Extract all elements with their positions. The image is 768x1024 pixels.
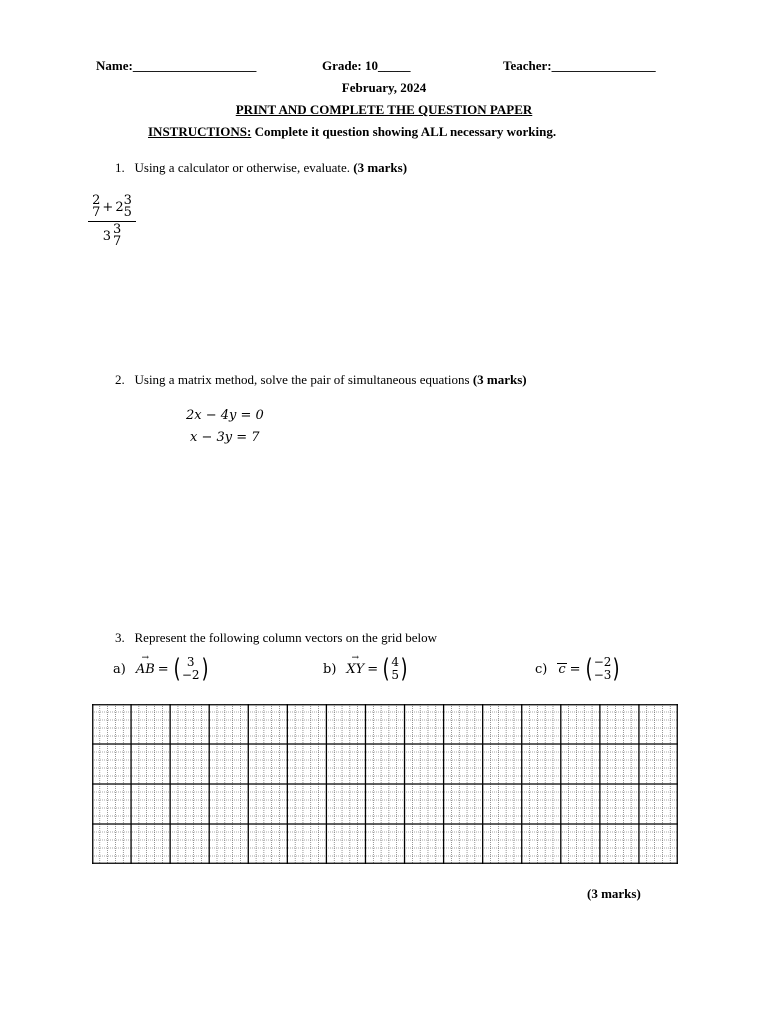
fraction-a: 2 7 — [92, 193, 101, 220]
q1-denominator — [103, 222, 122, 248]
question-1-number: 1. — [115, 160, 125, 175]
name-field-label: Name:___________________ — [96, 58, 257, 73]
grade-field-label: Grade: 10_____ — [322, 58, 411, 73]
instructions — [148, 124, 556, 140]
page-title: PRINT AND COMPLETE THE QUESTION PAPER — [235, 102, 533, 117]
vector-a-column: ( 3 −2 ) — [173, 654, 209, 684]
mixed-b-whole: 2 — [115, 199, 124, 215]
vector-a: a) → AB = ( 3 −2 ) — [113, 656, 210, 682]
equation-2: x − 3y = 7 — [190, 430, 260, 445]
question-1 — [115, 160, 407, 176]
mixed-c-whole: 3 — [102, 228, 111, 244]
question-3-number: 3. — [115, 630, 125, 645]
vector-b-column: ( 4 5 ) — [382, 654, 408, 684]
vector-c-label: c) — [535, 661, 548, 677]
equation-1: 2x − 4y = 0 — [186, 408, 264, 423]
plus-sign: + — [102, 199, 114, 215]
question-3-marks: (3 marks) — [587, 886, 641, 901]
question-3-text: Represent the following column vectors on the grid below — [134, 630, 438, 645]
q1-numerator — [92, 195, 132, 221]
date: February, 2024 — [341, 80, 427, 95]
instructions-text: Complete it question showing ALL necessary working. — [251, 124, 557, 139]
vector-a-label: a) — [113, 661, 126, 677]
instructions-label: INSTRUCTIONS: — [148, 124, 252, 139]
graph-paper-grid[interactable] — [92, 704, 678, 864]
fraction-b: 3 5 — [123, 193, 132, 220]
question-1-text: Using a calculator or otherwise, evaluate. — [134, 160, 354, 175]
vector-b: b) → XY = ( 4 5 ) — [323, 656, 409, 682]
q1-expression — [88, 195, 136, 248]
question-3 — [115, 630, 437, 646]
vector-c-column: ( −2 −3 ) — [585, 654, 621, 684]
fraction-c: 3 7 — [113, 222, 122, 249]
teacher-field-label: Teacher:________________ — [503, 58, 656, 73]
vector-a-name: → AB — [136, 662, 155, 677]
question-1-marks: (3 marks) — [353, 160, 408, 175]
question-2-text: Using a matrix method, solve the pair of simultaneous equations — [134, 372, 473, 387]
question-2-marks: (3 marks) — [472, 372, 527, 387]
question-2 — [115, 372, 527, 388]
question-2-number: 2. — [115, 372, 125, 387]
vector-c: c) c = ( −2 −3 ) — [535, 654, 621, 684]
vector-b-label: b) — [323, 661, 337, 677]
vector-c-name: c — [558, 662, 566, 677]
vector-b-name: → XY — [346, 662, 364, 677]
